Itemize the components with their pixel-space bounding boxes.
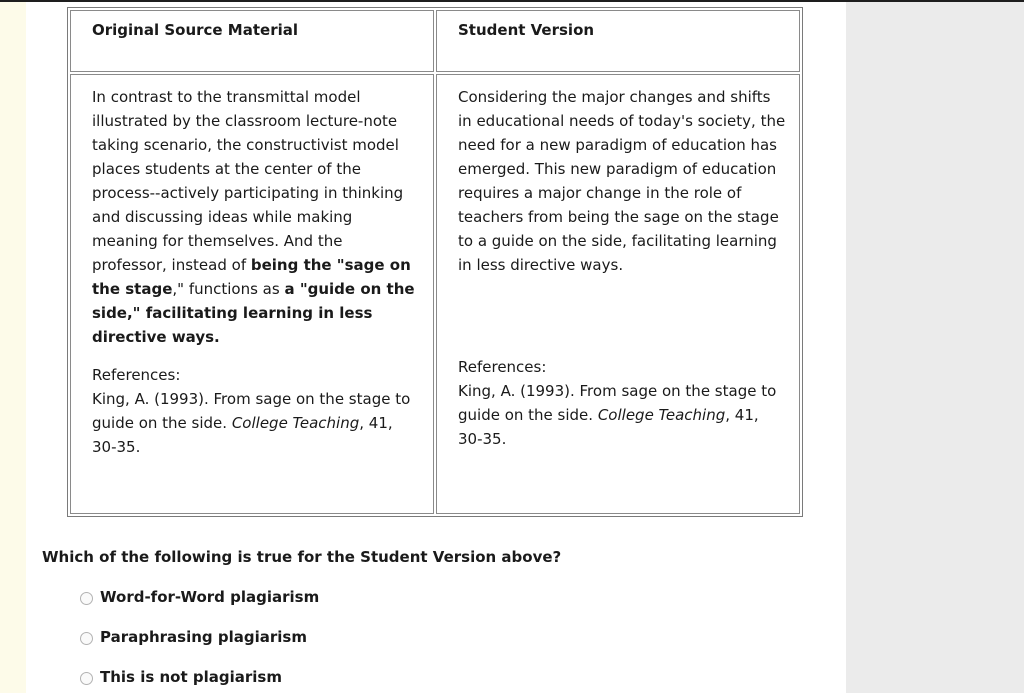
- original-ref-journal: College Teaching: [231, 414, 360, 432]
- original-ref-label: References:: [92, 366, 181, 384]
- original-bold-sage: being the "sage on the stage: [92, 256, 411, 298]
- option-paraphrasing[interactable]: [80, 627, 307, 647]
- option-label: Paraphrasing plagiarism: [100, 628, 307, 646]
- comparison-table: [67, 7, 803, 517]
- student-ref-label: References:: [458, 358, 547, 376]
- left-margin: [0, 2, 26, 693]
- original-references: [92, 363, 420, 459]
- radio-button[interactable]: [80, 632, 93, 645]
- original-text-part2: ," functions as: [172, 280, 285, 298]
- original-bold-guide: a "guide on the side," facilitating learning in less directive ways.: [92, 280, 415, 346]
- question-text: Which of the following is true for the Student Version above?: [42, 548, 562, 566]
- radio-button[interactable]: [80, 592, 93, 605]
- student-header: Student Version: [458, 21, 595, 39]
- student-references: [458, 355, 786, 451]
- option-label: Word-for-Word plagiarism: [100, 588, 320, 606]
- student-ref-citation: [458, 379, 786, 451]
- option-word-for-word[interactable]: [80, 587, 319, 607]
- student-ref-author: King, A. (1993). From sage on the stage to guide on the side.: [458, 382, 777, 424]
- right-side-panel: [846, 2, 1024, 693]
- original-header: Original Source Material: [92, 21, 299, 39]
- student-passage: Considering the major changes and shifts in educational needs of today's society, the need for a new paradigm of education has emerged. This new paradigm of education requires a major change in the role of teachers from being the sage on the stage to a guide on the side, facilitating learning in less directive ways.: [458, 88, 786, 274]
- original-ref-tail: , 41, 30-35.: [92, 414, 393, 456]
- option-label: This is not plagiarism: [100, 668, 282, 686]
- original-ref-citation: [92, 387, 420, 459]
- original-body-cell: [70, 74, 434, 514]
- student-ref-journal: College Teaching: [597, 406, 726, 424]
- radio-button[interactable]: [80, 672, 93, 685]
- student-body-cell: [436, 74, 800, 514]
- option-not-plagiarism[interactable]: [80, 667, 282, 687]
- question-content: [26, 2, 846, 693]
- student-header-cell: [436, 10, 800, 72]
- student-ref-tail: , 41, 30-35.: [458, 406, 759, 448]
- original-text-part1: In contrast to the transmittal model illustrated by the classroom lecture-note taking scenario, the constructivist model places students at the center of the process--actively participating in thinking and discussing ideas while making meaning for themselves. And the professor, instead of: [92, 88, 404, 274]
- original-passage: [92, 85, 420, 349]
- original-header-cell: [70, 10, 434, 72]
- original-ref-author: King, A. (1993). From sage on the stage to guide on the side.: [92, 390, 411, 432]
